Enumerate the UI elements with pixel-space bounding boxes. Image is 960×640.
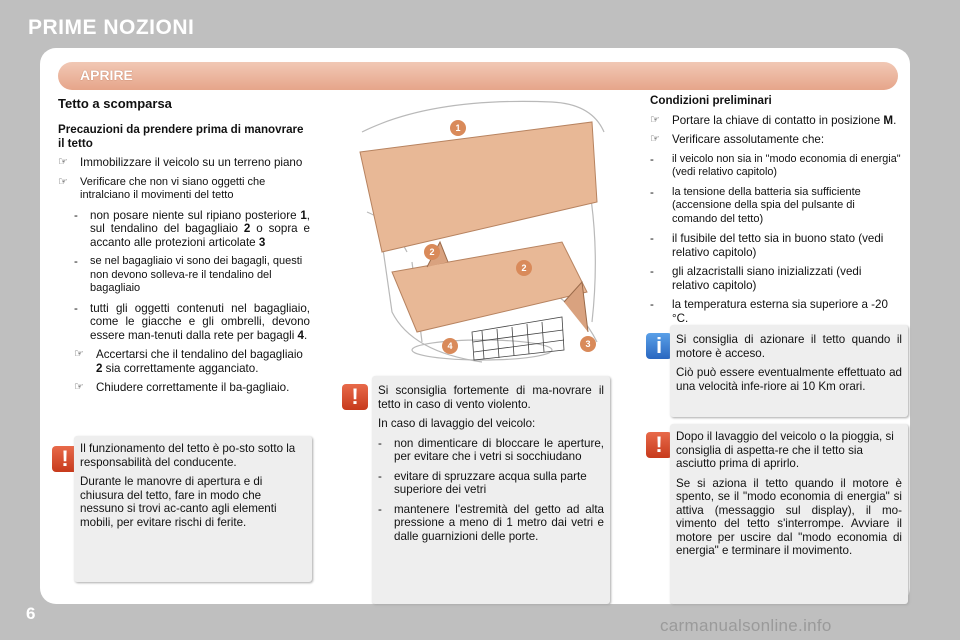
pointing-hand-icon: ☞ xyxy=(74,381,84,393)
list-item: - la temperatura esterna sia superiore a -20 °C. xyxy=(650,298,888,325)
subtitle: Tetto a scomparsa xyxy=(58,96,172,111)
warning-note: Il funzionamento del tetto è po-sto sotto la responsabilità del conducente. Durante le manovre di apertura e di chiusura del tetto, fare in modo che nessuno si trovi ac-canto agli elementi mobili, per evitare rischi di ferite. xyxy=(74,436,312,582)
list-item: - gli alzacristalli siano inizializzati (vedi relativo capitolo) xyxy=(650,265,862,292)
pointing-hand-icon: ☞ xyxy=(58,175,68,188)
list-item: ☞ Chiudere correttamente il ba-gagliaio. xyxy=(74,381,290,394)
callout-label: 2 xyxy=(429,247,435,257)
pointing-hand-icon: ☞ xyxy=(74,348,84,360)
trunk-illustration xyxy=(352,92,608,368)
callout-label: 2 xyxy=(521,263,527,273)
exclamation-icon: ! xyxy=(52,446,78,472)
warning-note: Si sconsiglia fortemente di ma-novrare il tetto in caso di vento violento. In caso di lavaggio del veicolo: - non dimenticare di bloccare le aperture, per evitare che i vetri si socchiudano - evitare di spruzzare acqua sulla parte superiore dei vetri - mantenere l'estremità del getto ad alta pressione a meno di 1 metro dai vetri e dalle guarnizioni delle porte. xyxy=(372,376,610,604)
list-item: ☞ Verificare che non vi siano oggetti che intralciano il movimenti del tetto xyxy=(58,175,266,201)
list-item: - non posare niente sul ripiano posteriore 1, sul tendalino del bagagliaio 2 o sopra e accanto alle protezioni articolate 3 xyxy=(74,208,310,249)
right-column xyxy=(650,94,902,325)
list-item: ☞ Accertarsi che il tendalino del bagagliaio 2 sia correttamente agganciato. xyxy=(74,348,303,375)
section-banner xyxy=(58,62,898,90)
info-note: Si consiglia di azionare il tetto quando il motore è acceso. Ciò può essere eventualmente effettuato ad una velocità infe-riore ai 10 Km orari. xyxy=(670,325,908,417)
list-item: - evitare di spruzzare acqua sulla parte superiore dei vetri xyxy=(378,469,587,496)
list-item: - il fusibile del tetto sia in buono stato (vedi relativo capitolo) xyxy=(650,232,884,259)
list-item: ☞ Portare la chiave di contatto in posizione M. xyxy=(650,113,897,127)
list-item: - non dimenticare di bloccare le aperture, per evitare che i vetri si socchiudano xyxy=(378,436,604,463)
pointing-hand-icon: ☞ xyxy=(650,133,660,145)
callout-label: 4 xyxy=(447,341,453,351)
list-item: ☞ Verificare assolutamente che: xyxy=(650,133,825,146)
warning-note: Dopo il lavaggio del veicolo o la pioggia, si consiglia di aspetta-re che il tetto sia asciutto prima di aprirlo. Se si aziona il tetto quando il motore è spento, se il "modo economia di energia" si attiva (messaggio sul display), il mo-vimento del tetto s'interrompe. Avviare il motore per uscire dal "modo economia di energia" e terminare il movimento. xyxy=(670,424,908,604)
list-item: - se nel bagagliaio vi sono dei bagagli, questi non devono solleva-re il tendalino del bagagliaio xyxy=(74,255,303,294)
list-item: - la tensione della batteria sia sufficiente (accensione della spia del pulsante di comando del tetto) xyxy=(650,185,861,225)
info-icon: i xyxy=(646,333,672,359)
exclamation-icon: ! xyxy=(646,432,672,458)
pointing-hand-icon: ☞ xyxy=(650,113,660,126)
page-number: 6 xyxy=(26,604,36,623)
preconditions-title: Condizioni preliminari xyxy=(650,94,772,107)
section-title: APRIRE xyxy=(80,67,133,83)
watermark: carmanualsonline.info xyxy=(660,616,832,635)
callout-label: 1 xyxy=(455,123,461,133)
list-item: - mantenere l'estremità del getto ad alta pressione a meno di 1 metro dai vetri e dalle guarnizioni delle porte. xyxy=(378,502,604,543)
pointing-hand-icon: ☞ xyxy=(58,156,68,168)
callout-label: 3 xyxy=(585,339,591,349)
exclamation-icon: ! xyxy=(342,384,368,410)
list-item: - il veicolo non sia in "modo economia di energia" (vedi relativo capitolo) xyxy=(650,152,901,178)
list-item: - tutti gli oggetti contenuti nel bagagliaio, come le giacche e gli ombrelli, devono essere man-tenuti dalla rete per bagagli 4. xyxy=(74,301,310,342)
page-title: PRIME NOZIONI xyxy=(28,16,195,39)
left-column xyxy=(58,96,310,395)
precautions-title: Precauzioni da prendere prima di manovrare il tetto xyxy=(58,123,304,150)
list-item: ☞ Immobilizzare il veicolo su un terreno piano xyxy=(58,156,303,169)
